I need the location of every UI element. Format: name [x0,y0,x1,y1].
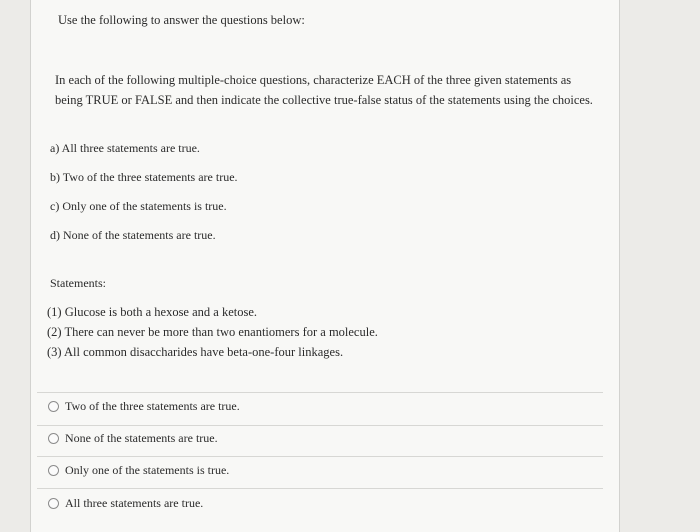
divider [37,488,603,489]
radio-button-icon[interactable] [48,433,59,444]
choice-c: c) Only one of the statements is true. [50,199,227,213]
instructions-text: In each of the following multiple-choice questions, characterize EACH of the three given statements as being TRUE or FALSE and then indicate the collective true-false status of the statements using the choices. [55,73,593,107]
answer-option-label: None of the statements are true. [65,431,218,445]
intro-text: Use the following to answer the questions below: [58,13,305,27]
question-card [30,0,620,532]
divider [37,392,603,393]
radio-button-icon[interactable] [48,401,59,412]
answer-option-1[interactable] [48,399,240,414]
choice-d: d) None of the statements are true. [50,228,216,242]
answer-option-2[interactable] [48,431,218,446]
choice-a: a) All three statements are true. [50,141,200,155]
answer-option-3[interactable] [48,463,229,478]
statements-heading: Statements: [50,276,106,290]
answer-option-label: Only one of the statements is true. [65,463,230,477]
radio-button-icon[interactable] [48,498,59,509]
divider [37,425,603,426]
divider [37,456,603,457]
radio-button-icon[interactable] [48,465,59,476]
choice-b: b) Two of the three statements are true. [50,170,238,184]
answer-option-label: Two of the three statements are true. [65,399,240,413]
statement-1: (1) Glucose is both a hexose and a ketose. [47,305,258,319]
statement-3: (3) All common disaccharides have beta-one-four linkages. [47,345,344,359]
answer-option-label: All three statements are true. [65,496,204,510]
answer-option-4[interactable] [48,496,203,511]
statement-2: (2) There can never be more than two enantiomers for a molecule. [47,325,378,339]
